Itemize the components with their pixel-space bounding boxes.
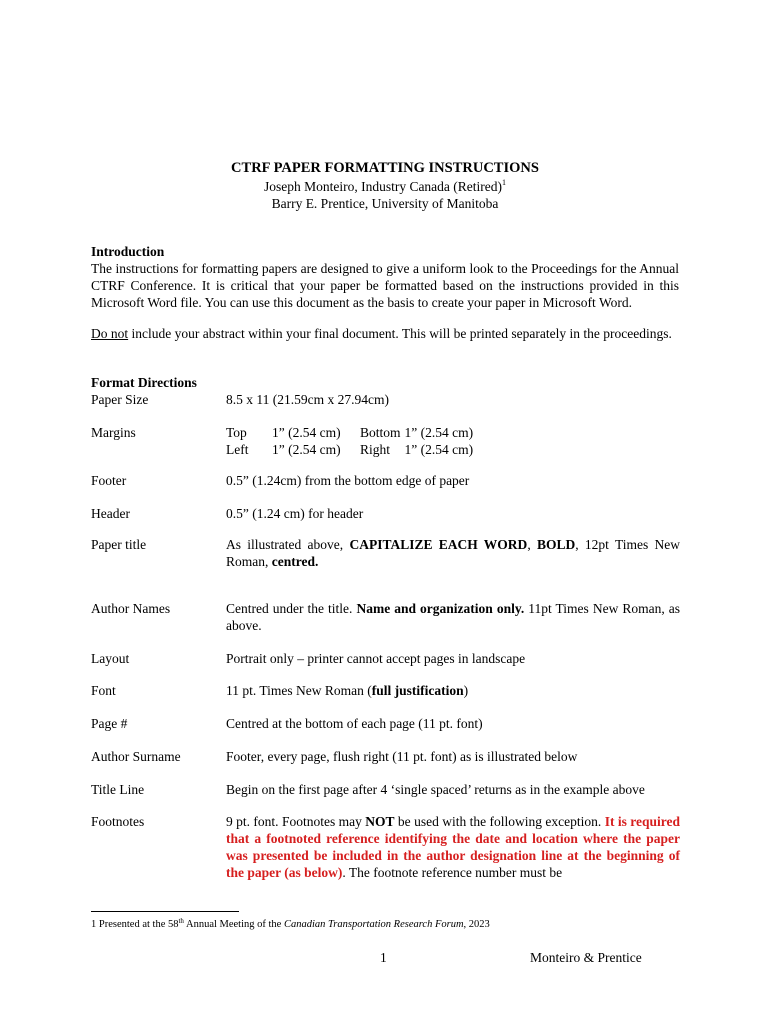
margin-bottom-label: Bottom xyxy=(360,425,401,440)
paper-title-value xyxy=(226,536,680,570)
author-names-text-1: Centred under the title. xyxy=(226,601,357,616)
author-surname-label: Author Surname xyxy=(91,749,181,764)
author-names-bold: Name and organization only. xyxy=(356,601,525,616)
footnotes-text-2: be used with the following exception. xyxy=(394,814,605,829)
author-names-label: Author Names xyxy=(91,601,171,616)
author-line-1 xyxy=(0,178,770,195)
margin-right-label: Right xyxy=(360,442,391,457)
margins-label: Margins xyxy=(91,425,136,440)
header-label: Header xyxy=(91,506,130,521)
footnote-text-1: Presented at the 58 xyxy=(96,919,179,930)
layout-label: Layout xyxy=(91,651,130,666)
paper-title-text-1: As illustrated above, xyxy=(226,537,350,552)
author-names-value xyxy=(226,600,680,634)
footnote-ref[interactable]: 1 xyxy=(502,178,507,187)
page-number: 1 xyxy=(380,950,387,965)
font-value xyxy=(226,682,680,699)
abstract-note-text: include your abstract within your final document. This will be printed separately in the proceedings. xyxy=(128,326,672,341)
footnotes-label: Footnotes xyxy=(91,814,145,829)
footnotes-red-requirement: It is required that a footnoted reference identifying the date and location where the paper was presented be included in the author designation line at the beginning of the paper (as below) xyxy=(226,814,680,880)
title-line-value: Begin on the first page after 4 ‘single spaced’ returns as in the example above xyxy=(226,782,645,797)
abstract-note xyxy=(91,325,679,342)
intro-paragraph: The instructions for formatting papers are designed to give a uniform look to the Proceedings for the Annual CTRF Conference. It is critical that your paper be formatted based on the instructions provided in this Microsoft Word file. You can use this document as the basis to create your paper in Microsoft Word. xyxy=(91,261,679,310)
intro-heading: Introduction xyxy=(91,244,165,259)
do-not-text: Do not xyxy=(91,326,129,341)
paper-title-text-2: , xyxy=(527,537,537,552)
paper-title-bold-3: centred. xyxy=(271,554,319,569)
paper-title-text-3: , 12pt Times New Roman, xyxy=(226,537,680,569)
header-value: 0.5” (1.24 cm) for header xyxy=(226,506,364,521)
format-heading: Format Directions xyxy=(91,375,197,390)
footnote-ordinal: th xyxy=(178,917,184,925)
page-number-label: Page # xyxy=(91,716,128,731)
margin-bottom-value: 1” (2.54 cm) xyxy=(404,425,474,440)
margin-right-value: 1” (2.54 cm) xyxy=(404,442,474,457)
author-surname-value: Footer, every page, flush right (11 pt. font) as is illustrated below xyxy=(226,749,578,764)
footnotes-bold: NOT xyxy=(365,814,395,829)
margin-top-label: Top xyxy=(226,425,247,440)
footnote-text-3: , 2023 xyxy=(463,919,490,930)
page-number-value: Centred at the bottom of each page (11 pt. font) xyxy=(226,716,483,731)
margin-left-label: Left xyxy=(226,442,249,457)
paper-size-label: Paper Size xyxy=(91,392,149,407)
layout-value: Portrait only – printer cannot accept pages in landscape xyxy=(226,651,526,666)
footnote-italic: Canadian Transportation Research Forum xyxy=(283,919,464,930)
paper-title-label: Paper title xyxy=(91,537,147,552)
footnotes-text-1: 9 pt. font. Footnotes may xyxy=(226,814,366,829)
paper-title-bold-1: CAPITALIZE EACH WORD xyxy=(349,537,528,552)
footnote-number: 1 xyxy=(91,919,97,930)
author-names-text-2: 11pt Times New Roman, as above. xyxy=(226,601,680,633)
font-label: Font xyxy=(91,683,116,698)
margin-top-value: 1” (2.54 cm) xyxy=(272,425,341,440)
footer-surname: Monteiro & Prentice xyxy=(530,950,642,965)
font-text-1: 11 pt. Times New Roman ( xyxy=(226,683,372,698)
paper-title-bold-2: BOLD xyxy=(536,537,576,552)
font-bold: full justification xyxy=(371,683,464,698)
footnotes-text-3: . The footnote reference number must be xyxy=(342,865,563,880)
margin-left-value: 1” (2.54 cm) xyxy=(272,442,341,457)
author-line-2: Barry E. Prentice, University of Manitoba xyxy=(271,196,499,211)
title-line-label: Title Line xyxy=(91,782,145,797)
footnote-separator xyxy=(91,911,239,912)
document-title: CTRF PAPER FORMATTING INSTRUCTIONS xyxy=(231,160,539,176)
footnote-text-2: Annual Meeting of the xyxy=(183,919,284,930)
footer-label: Footer xyxy=(91,473,127,488)
paper-size-value: 8.5 x 11 (21.59cm x 27.94cm) xyxy=(226,392,389,407)
author-1: Joseph Monteiro, Industry Canada (Retired) xyxy=(263,179,503,194)
footer-value: 0.5” (1.24cm) from the bottom edge of paper xyxy=(226,473,470,488)
margins-table xyxy=(226,424,680,458)
footnote xyxy=(91,916,490,933)
footnotes-value xyxy=(226,813,680,881)
font-text-2: ) xyxy=(463,683,469,698)
